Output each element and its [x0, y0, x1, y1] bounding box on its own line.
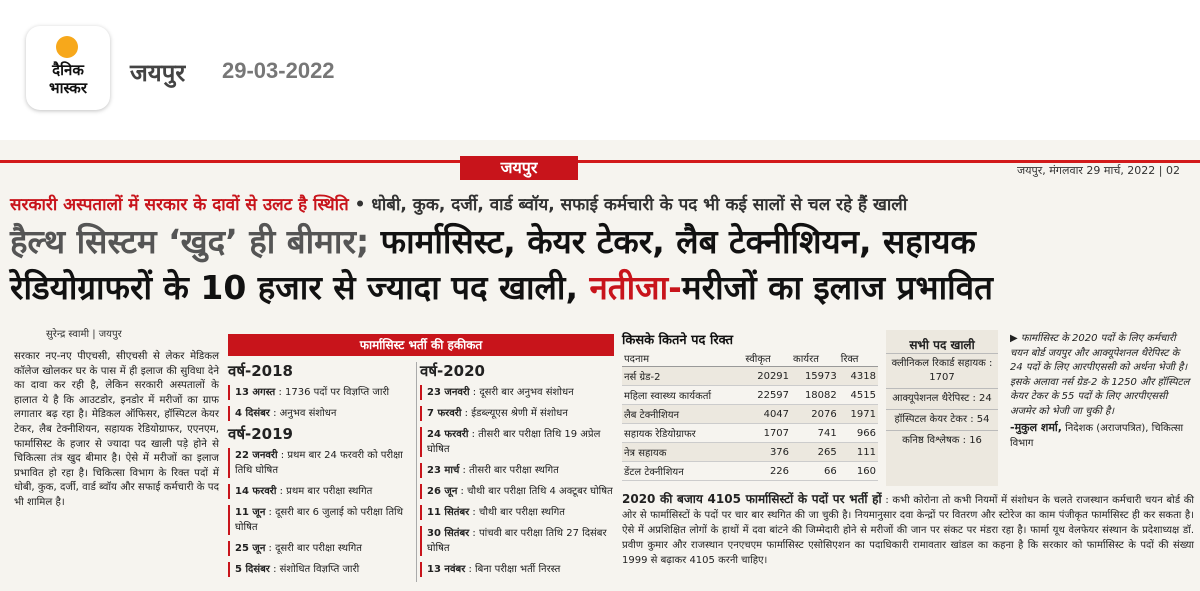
timeline-text: : दूसरी बार 6 जुलाई को परीक्षा तिथि घोषित [235, 507, 404, 533]
timeline-item [228, 406, 412, 421]
timeline-year: वर्ष-2019 [228, 425, 293, 443]
dateline: जयपुर, मंगलवार 29 मार्च, 2022 | 02 [1016, 164, 1180, 177]
bottom-story [622, 492, 1194, 568]
bottom-story-text: : कभी कोरोना तो कभी नियमों में संशोधन के चलते राजस्थान कर्मचारी चयन बोर्ड की ओर से फार्मासिस्टों के पदों पर चार बार स्थगित की जा चुकी है। नियमानुसार दवा केन्द्रों पर वितरण और स्टोरेज का काम पंजीकृत फार्मासिस्ट ही कर सकता है। ऐसे में अप्रशिक्षित लोगों के हाथों में दवा बांटने की जिम्मेदारी होने से मरीजों की जान पर संकट पर मंडरा रहा है। फार्मा यूथ वेलफेयर संस्थान के प्रदेशाध्यक्ष डॉ. प्रवीण कुमार और राजस्थान एनएचएम फार्मासिस्ट एसोसिएशन का पदाधिकारी रामावतार खांडल का कहना है कि सरकार को फार्मासिस्ट के पदों की संख्या 1999 से बढ़ाकर 4105 करनी चाहिए। [622, 495, 1194, 566]
official-quote-text: ▶ फार्मासिस्ट के 2020 पदों के लिए कर्मचारी चयन बोर्ड जयपुर और आक्यूपेशनल थैरेपिस्ट के 24 पदों के लिए आरपीएससी को अर्थना भेजी है। इसके अलावा नर्स ग्रेड-2 के 1250 और हॉस्पिटल केयर टेकर के 55 पदों के लिए आरपीएससी अजमेर को भेजी जा चुकी है। [1010, 333, 1190, 417]
headline2-red: नतीजा- [589, 268, 682, 307]
timeline-text: : दूसरी बार परीक्षा स्थगित [265, 543, 362, 554]
timeline-left [228, 362, 412, 583]
table-cell: नर्स ग्रेड-2 [622, 367, 743, 386]
timeline-year: वर्ष-2020 [420, 362, 485, 380]
timeline-date: 11 सितंबर [427, 507, 470, 518]
table-cell: 4515 [839, 386, 878, 405]
table-body [622, 367, 878, 481]
timeline-item [420, 427, 614, 457]
timeline-item [420, 562, 614, 577]
logo-line1: दैनिक [52, 61, 84, 79]
table-cell: 2076 [791, 405, 839, 424]
timeline-date: 7 फरवरी [427, 408, 462, 419]
timeline-text: : प्रथम बार 24 फरवरी को परीक्षा तिथि घोषित [235, 450, 403, 476]
headline-line1 [10, 222, 1200, 262]
timeline-item [228, 484, 412, 499]
timeline-text: : दूसरी बार अनुभव संशोधन [469, 387, 574, 398]
table-header-cell: पदनाम [622, 350, 743, 367]
dainik-bhaskar-logo[interactable] [26, 26, 110, 110]
quote-signature [1010, 421, 1190, 451]
newspaper-clipping [0, 140, 1200, 591]
timeline-date: 23 मार्च [427, 465, 460, 476]
timeline-text: : पांचवी बार परीक्षा तिथि 27 दिसंबर घोषित [427, 528, 607, 554]
all-vacant-entry: हॉस्पिटल केयर टेकर : 54 [886, 409, 998, 430]
timeline-date: 30 सितंबर [427, 528, 470, 539]
table-row [622, 405, 878, 424]
quote-signature-name: -मुकुल शर्मा, [1010, 421, 1062, 434]
table-cell: 4318 [839, 367, 878, 386]
table-cell: 966 [839, 424, 878, 443]
timeline-item [420, 526, 614, 556]
timeline-date: 25 जून [235, 543, 266, 554]
headline-part1: हैल्थ सिस्टम ‘खुद’ ही बीमार; [10, 222, 370, 261]
table-row [622, 443, 878, 462]
table-header-cell: रिक्त [839, 350, 878, 367]
official-quote [1010, 332, 1190, 451]
all-vacant-entry: कनिष्ठ विश्लेषक : 16 [886, 430, 998, 451]
edition-city: जयपुर [130, 59, 186, 87]
table-row [622, 386, 878, 405]
timeline-item [420, 484, 614, 499]
table-cell: 20291 [743, 367, 791, 386]
table-cell: लैब टेक्नीशियन [622, 405, 743, 424]
timeline-date: 5 दिसंबर [235, 564, 270, 575]
timeline-date: 4 दिसंबर [235, 408, 270, 419]
table-cell: डेंटल टेक्नीशियन [622, 462, 743, 481]
table-cell: 741 [791, 424, 839, 443]
timeline-text: : ईडब्ल्यूएस श्रेणी में संशोधन [461, 408, 568, 419]
timeline-date: 13 नवंबर [427, 564, 466, 575]
all-vacant-box [886, 330, 998, 486]
headline-part2: फार्मासिस्ट, केयर टेकर, लैब टेक्नीशियन, सहायक [369, 222, 976, 261]
table-cell: 15973 [791, 367, 839, 386]
table-cell: 265 [791, 443, 839, 462]
timeline-item [228, 505, 412, 535]
all-vacant-entry: आक्यूपेशनल थैरेपिस्ट : 24 [886, 388, 998, 409]
all-vacant-list [886, 353, 998, 451]
timeline-date: 11 जून [235, 507, 266, 518]
timeline-item [228, 385, 412, 400]
timeline-item [420, 385, 614, 400]
timeline-date: 13 अगस्त [235, 387, 276, 398]
vacancy-table-title: किसके कितने पद रिक्त [622, 333, 734, 348]
page-header [0, 0, 1200, 140]
section-tag: जयपुर [460, 156, 578, 180]
table-cell: नेत्र सहायक [622, 443, 743, 462]
headline2-part2: मरीजों का इलाज प्रभावित [681, 268, 993, 307]
table-cell: 160 [839, 462, 878, 481]
table-cell: 18082 [791, 386, 839, 405]
timeline-item [420, 406, 614, 421]
table-header-cell: स्वीकृत [743, 350, 791, 367]
timeline-text: : तीसरी बार परीक्षा स्थगित [459, 465, 559, 476]
timeline-date: 24 फरवरी [427, 429, 469, 440]
byline: सुरेन्द्र स्वामी | जयपुर [46, 329, 122, 340]
timeline-text: : अनुभव संशोधन [269, 408, 337, 419]
timeline-text: : तीसरी बार परीक्षा तिथि 19 अप्रेल घोषित [427, 429, 601, 455]
quote-signature-role: निदेशक (अराजपत्रित), चिकित्सा विभाग [1010, 423, 1184, 449]
table-cell: सहायक रेडियोग्राफर [622, 424, 743, 443]
timeline-item [228, 541, 412, 556]
table-header-row [622, 350, 878, 367]
kicker-rest: • धोबी, कुक, दर्जी, वार्ड ब्वॉय, सफाई कर्मचारी के पद भी कई सालों से चल रहे हैं खाली [348, 195, 908, 215]
table-cell: 226 [743, 462, 791, 481]
table-cell: 66 [791, 462, 839, 481]
timeline-text: : संशोधित विज्ञप्ति जारी [269, 564, 360, 575]
table-row [622, 424, 878, 443]
timeline-text: : बिना परीक्षा भर्ती निरस्त [465, 564, 561, 575]
timeline-date: 23 जनवरी [427, 387, 470, 398]
timeline-right [420, 362, 614, 583]
timeline-date: 14 फरवरी [235, 486, 277, 497]
timeline-item [228, 562, 412, 577]
vacancy-table [622, 350, 878, 481]
edition-date: 29-03-2022 [222, 58, 335, 83]
logo-line2: भास्कर [49, 79, 87, 97]
timeline-text: : चौथी बार परीक्षा स्थगित [469, 507, 565, 518]
timeline-text: : चौथी बार परीक्षा तिथि 4 अक्टूबर घोषित [457, 486, 613, 497]
all-vacant-title: सभी पद खाली [909, 338, 975, 352]
kicker [10, 192, 1200, 215]
headline-line2 [10, 268, 1200, 308]
table-cell: 4047 [743, 405, 791, 424]
timeline-date: 22 जनवरी [235, 450, 278, 461]
headline2-part1: रेडियोग्राफरों के 10 हजार से ज्यादा पद खाली, [10, 268, 590, 307]
timeline-year: वर्ष-2018 [228, 362, 293, 380]
table-cell: महिला स्वास्थ्य कार्यकर्ता [622, 386, 743, 405]
timeline-item [228, 448, 412, 478]
timeline-date: 26 जून [427, 486, 458, 497]
table-cell: 111 [839, 443, 878, 462]
kicker-red: सरकारी अस्पतालों में सरकार के दावों से उलट है स्थिति [10, 195, 349, 215]
story-column: सरकार नए-नए पीएचसी, सीएचसी से लेकर मेडिकल कॉलेज खोलकर घर के पास में ही इलाज की सुविधा देने का दावा कर रही है, लेकिन सरकारी अस्पतालों के हालात ये है कि आउटडोर, इनडोर में मरीजों का ग्राफ लगातार बढ़ रहा है। मेडिकल ऑफिसर, हॉस्पिटल केयर टेकर, लैब टेक्नीशियन, सहायक रेडियोग्राफर, एएनएम, फार्मासिस्ट के हजार से ज्यादा पद खाली पड़े होने से चिकित्सा तंत्र खुद बीमार है। ऐसे में मरीजों का इलाज प्रभावित हो रहा है। चिकित्सा विभाग के रिक्त पदों में धोबी, कुक, दर्जी, वार्ड ब्वॉय और सफाई कर्मचारी के पद भी शामिल है। [14, 351, 219, 508]
table-row [622, 462, 878, 481]
table-header-cell: कार्यरत [791, 350, 839, 367]
all-vacant-entry: क्लीनिकल रिकार्ड सहायक : 1707 [886, 353, 998, 388]
pharma-box-title: फार्मासिस्ट भर्ती की हकीकत [228, 334, 614, 356]
table-cell: 1971 [839, 405, 878, 424]
timeline-item [420, 463, 614, 478]
table-cell: 376 [743, 443, 791, 462]
timeline-divider [416, 362, 417, 582]
bottom-story-heading: 2020 की बजाय 4105 फार्मासिस्टों के पदों पर भर्ती हों [622, 492, 882, 506]
table-row [622, 367, 878, 386]
timeline-text: : 1736 पदों पर विज्ञप्ति जारी [275, 387, 390, 398]
sun-icon [56, 36, 78, 58]
timeline-text: : प्रथम बार परीक्षा स्थगित [276, 486, 373, 497]
table-cell: 22597 [743, 386, 791, 405]
timeline-item [420, 505, 614, 520]
table-cell: 1707 [743, 424, 791, 443]
